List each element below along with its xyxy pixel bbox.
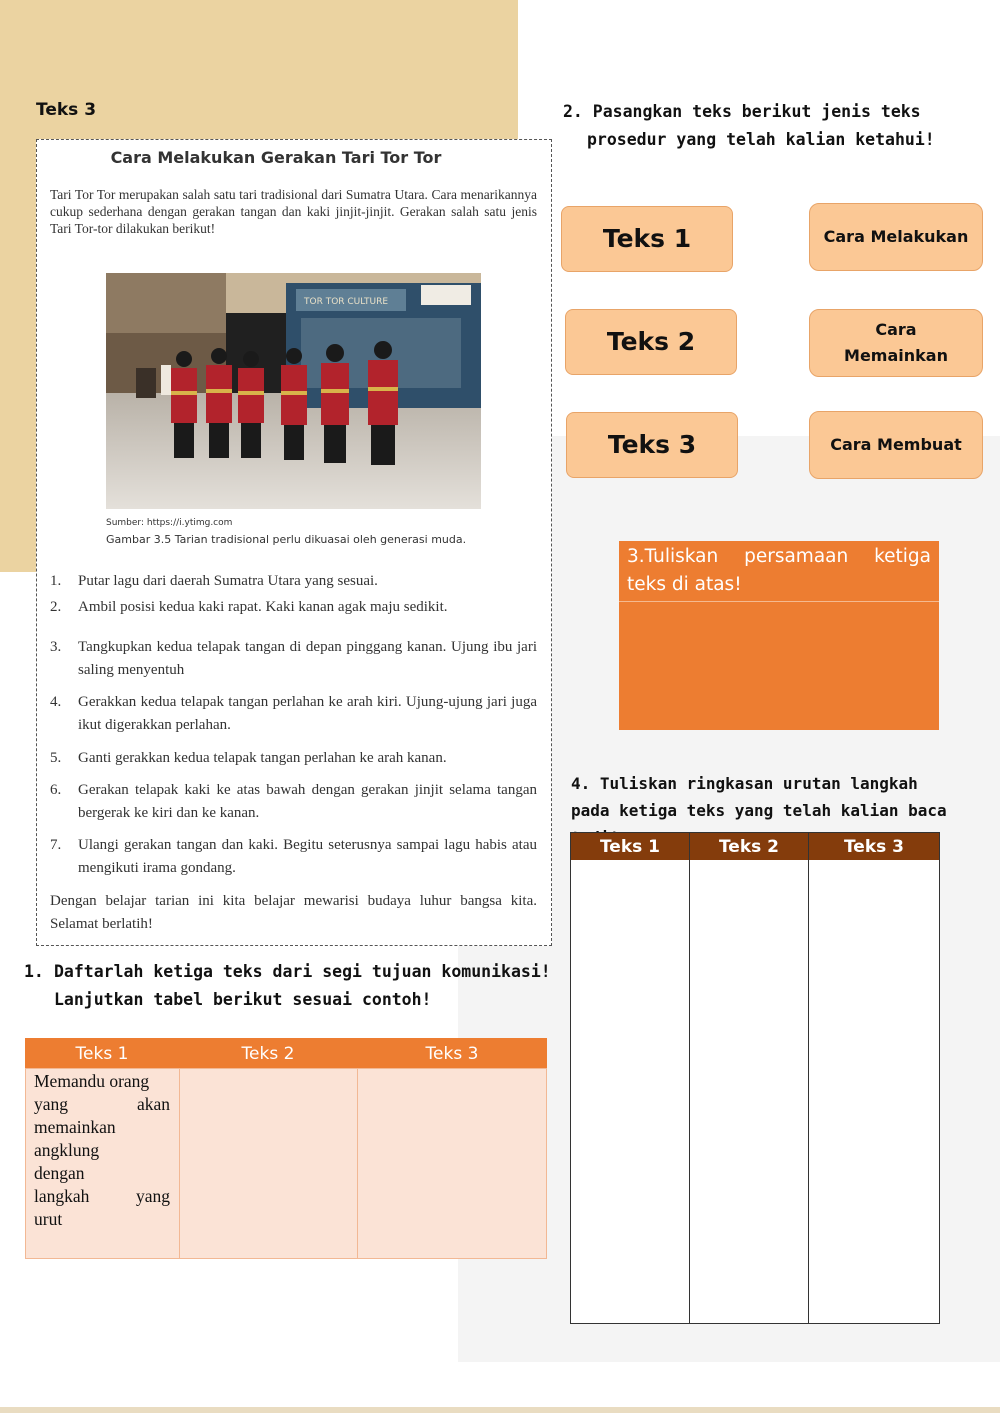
photo-caption: Gambar 3.5 Tarian tradisional perlu dikuasai oleh generasi muda. [106, 533, 467, 546]
q4-answer-cell-teks-3[interactable] [809, 861, 938, 1322]
question-2-text: 2. Pasangkan teks berikut jenis teks prosedur yang telah kalian ketahui! [563, 102, 935, 149]
question-1-number: 1. [24, 962, 44, 981]
match-item-teks-3[interactable]: Teks 3 [566, 412, 738, 478]
q4-header-teks-2: Teks 2 [718, 837, 780, 857]
bottom-border [0, 1407, 1000, 1413]
question-4-text: 4. Tuliskan ringkasan urutan langkah pada ketiga teks yang telah kalian baca [571, 774, 947, 820]
q1-example-cell: Memandu orang yang akan memainkan angklung dengan langkah yang urut [34, 1071, 170, 1229]
question-3-answer-box[interactable] [619, 602, 939, 730]
q1-answer-cell-teks-2[interactable] [180, 1069, 356, 1258]
text-3-label: Teks 3 [36, 100, 97, 120]
match-item-teks-1[interactable]: Teks 1 [561, 206, 733, 272]
q1-header-teks-3: Teks 3 [425, 1044, 479, 1064]
match-item-cara-melakukan[interactable]: Cara Melakukan [809, 203, 983, 271]
match-item-cara-memainkan[interactable]: Cara Memainkan [809, 309, 983, 377]
text-3-intro: Tari Tor Tor merupakan salah satu tari tradisional dari Sumatra Utara. Cara menarikannya cukup sederhana dengan gerakan tangan dan kaki jinjit-jinjit. Gerakan salah satu jenis Tari Tor-tor dilakukan berikut! [50, 187, 537, 236]
q4-header-teks-1: Teks 1 [599, 837, 661, 857]
q1-header-teks-2: Teks 2 [241, 1044, 295, 1064]
photo-banner-text: TOR TOR CULTURE [304, 297, 389, 307]
question-1-text: Daftarlah ketiga teks dari segi tujuan komunikasi! Lanjutkan tabel berikut sesuai contoh! [54, 962, 551, 1009]
q4-header-teks-3: Teks 3 [843, 837, 905, 857]
text-3-title: Cara Melakukan Gerakan Tari Tor Tor [110, 148, 442, 167]
q1-header-teks-1: Teks 1 [75, 1044, 129, 1064]
match-item-cara-membuat[interactable]: Cara Membuat [809, 411, 983, 479]
q4-answer-cell-teks-2[interactable] [690, 861, 807, 1322]
photo-source: Sumber: https://i.ytimg.com [106, 518, 233, 528]
tor-tor-dance-photo [106, 273, 481, 509]
closing-text: Dengan belajar tarian ini kita belajar mewarisi budaya luhur bangsa kita. Selamat berlatih! [50, 893, 537, 932]
match-item-teks-2[interactable]: Teks 2 [565, 309, 737, 375]
question-3-heading: 3.Tuliskan persamaan ketiga teks di atas! [619, 541, 939, 601]
q1-answer-cell-teks-3[interactable] [358, 1069, 546, 1258]
q4-answer-cell-teks-1[interactable] [571, 861, 688, 1322]
